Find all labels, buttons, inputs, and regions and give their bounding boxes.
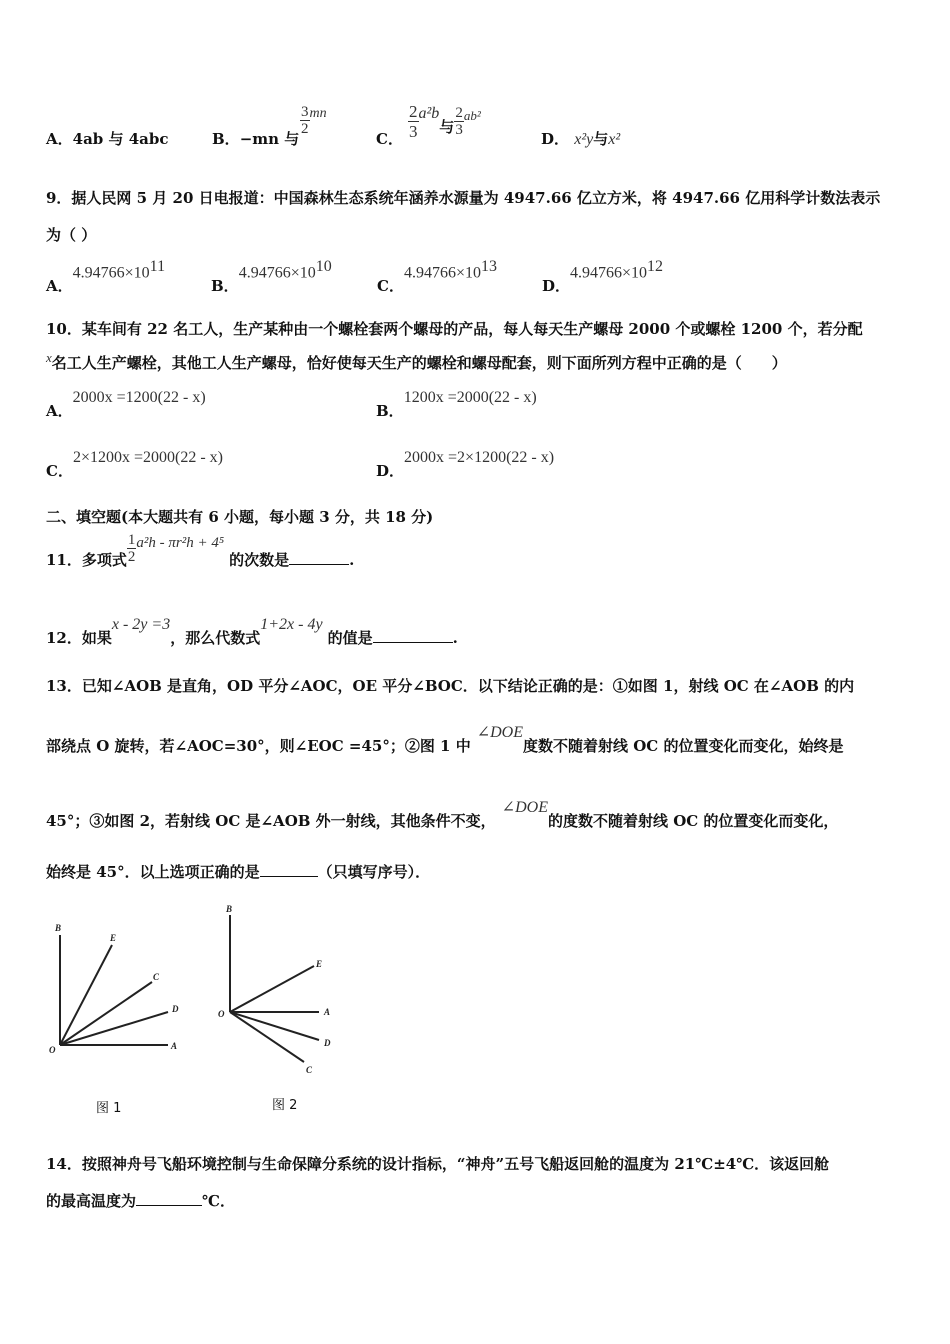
text: 的最高温度为 [46, 1192, 137, 1210]
option-label: A． [46, 277, 73, 296]
q8-option-b-fraction [300, 104, 327, 137]
question-suffix: 的次数是 [229, 551, 290, 569]
option-text: −mn 与 [239, 130, 300, 148]
option-label: C． [46, 462, 73, 480]
option-equation: 2000x =2×1200(22 - x) [404, 449, 555, 466]
option-label: D． [541, 130, 570, 148]
figure-1-caption: 图 1 [96, 1101, 122, 1116]
fraction [408, 102, 419, 141]
option-exponent: 13 [480, 258, 497, 275]
fig1-label-a: A [171, 1041, 178, 1051]
answer-blank[interactable] [373, 628, 453, 643]
option-label: D． [542, 277, 571, 296]
q9-stem-line1: 9．据人民网 5 月 20 日电报道：中国森林生态系统年涵养水源量为 4947.66 亿立方米，将 4947.66 亿用科学计数法表示 [46, 189, 881, 207]
answer-blank[interactable] [289, 550, 349, 565]
denominator: 3 [455, 122, 463, 138]
q10-option-d [376, 446, 555, 480]
fig2-label-d: D [324, 1038, 331, 1048]
q10-stem-line2 [46, 350, 787, 373]
figure-2-caption: 图 2 [272, 1098, 298, 1113]
q12 [46, 614, 458, 648]
option-equation: 2000x =1200(22 - x) [72, 389, 206, 406]
connector: 与 [439, 118, 455, 136]
q11 [46, 532, 354, 570]
numerator: 2 [409, 102, 418, 121]
q10-option-a [46, 386, 206, 420]
fig1-label-b: B [55, 923, 62, 933]
denominator: 2 [301, 121, 309, 137]
section-title: 二、填空题(本大题共有 6 小题，每小题 3 分，共 18 分) [46, 508, 434, 526]
question-prefix: 12．如果 [46, 629, 112, 647]
fig2-label-b: B [226, 904, 233, 914]
q10-option-c [46, 446, 223, 480]
option-label: A． [46, 130, 73, 148]
fig2-label-o: O [218, 1009, 225, 1019]
question-mid: ，那么代数式 [170, 629, 261, 647]
q13-line2 [46, 722, 843, 756]
fig2-label-e: E [316, 959, 323, 969]
condition-expr: x - 2y =3 [111, 616, 171, 633]
period: . [349, 551, 355, 569]
stem-text: 名工人生产螺栓，其他工人生产螺母，恰好使每天生产的螺栓和螺母配套，则下面所列方程中正确的是（ ） [51, 354, 787, 372]
expr: a²b [418, 105, 440, 122]
text: （只填写序号）． [317, 863, 431, 881]
option-label: B． [376, 402, 404, 420]
q8-option-c-label: C． [376, 130, 403, 148]
numerator: 2 [455, 105, 463, 121]
fraction [300, 104, 310, 137]
expr: x²y [574, 131, 594, 148]
denominator: 3 [409, 122, 418, 141]
question-suffix: 的值是 [327, 629, 373, 647]
expr: mn [309, 106, 327, 121]
figure-2 [230, 915, 319, 1062]
fraction [454, 105, 464, 138]
option-base: 4.94766×10 [570, 264, 648, 282]
denominator: 2 [127, 549, 136, 565]
algebra-expr: 1+2x - 4y [260, 616, 323, 633]
fig2-label-a: A [324, 1007, 331, 1017]
expr: x² [608, 131, 621, 148]
option-equation: 1200x =2000(22 - x) [403, 389, 537, 406]
polynomial-expr: a²h - πr²h + 4⁵ [136, 535, 225, 551]
figure-1 [60, 935, 168, 1045]
text: 部绕点 O 旋转，若∠AOC=30°，则∠EOC =45°；②图 1 中 [46, 737, 471, 755]
fig1-label-d: D [172, 1004, 179, 1014]
angle-expr: ∠DOE [476, 724, 524, 741]
fig1-label-o: O [49, 1045, 56, 1055]
expr: ab² [463, 108, 481, 123]
q10-option-b [376, 386, 537, 420]
numerator: 3 [301, 104, 309, 120]
text: 45°；③如图 2，若射线 OC 是∠AOB 外一射线，其他条件不变， [46, 812, 496, 830]
option-equation: 2×1200x =2000(22 - x) [72, 449, 223, 466]
q13-line3 [46, 797, 838, 831]
fig1-label-c: C [153, 972, 160, 982]
q9-option-d [542, 258, 664, 296]
option-text: 4ab 与 4abc [72, 130, 169, 148]
connector: 与 [593, 130, 609, 148]
q8-option-b [212, 128, 299, 149]
option-exponent: 10 [315, 258, 332, 275]
q9-option-b [211, 258, 332, 296]
answer-blank[interactable] [260, 862, 318, 877]
fig1-label-e: E [110, 933, 117, 943]
fraction [127, 532, 137, 565]
option-exponent: 12 [647, 258, 664, 275]
q10-stem-line1: 10．某车间有 22 名工人，生产某种由一个螺栓套两个螺母的产品，每人每天生产螺母 2000 个或螺栓 1200 个，若分配 [46, 320, 863, 338]
q8-option-d [541, 128, 620, 149]
option-label: C． [377, 277, 404, 296]
q9-option-a [46, 258, 166, 296]
angle-expr: ∠DOE [501, 799, 548, 816]
q13-line1: 13．已知∠AOB 是直角，OD 平分∠AOC，OE 平分∠BOC．以下结论正确的是：①如图 1，射线 OC 在∠AOB 的内 [46, 677, 855, 695]
option-exponent: 11 [149, 258, 166, 275]
text: ℃． [202, 1192, 235, 1210]
geometry-figures [0, 890, 360, 1090]
q9-stem-line2: 为（ ） [46, 226, 97, 244]
option-base: 4.94766×10 [403, 264, 481, 282]
q14-line2 [46, 1190, 235, 1211]
option-label: B． [212, 130, 240, 148]
q14-line1: 14．按照神舟号飞船环境控制与生命保障分系统的设计指标，“神舟”五号飞船返回舱的温度为 21℃±4℃．该返回舱 [46, 1155, 830, 1173]
period: . [452, 629, 458, 647]
fig2-label-c: C [306, 1065, 313, 1075]
option-base: 4.94766×10 [72, 264, 150, 282]
option-label: B． [211, 277, 239, 296]
numerator: 1 [127, 532, 136, 548]
option-label: D． [376, 462, 405, 480]
variable: x [46, 350, 52, 365]
q8-option-a [46, 128, 169, 149]
q9-option-c [377, 258, 497, 296]
q9-options [46, 258, 746, 296]
q8-option-c [408, 102, 481, 141]
text: 始终是 45°．以上选项正确的是 [46, 863, 260, 881]
option-label: A． [46, 402, 73, 420]
option-base: 4.94766×10 [238, 264, 316, 282]
text: 度数不随着射线 OC 的位置变化而变化，始终是 [523, 737, 844, 755]
answer-blank[interactable] [136, 1191, 202, 1206]
q13-line4 [46, 861, 430, 882]
text: 的度数不随着射线 OC 的位置变化而变化， [547, 812, 839, 830]
question-prefix: 11．多项式 [46, 551, 127, 569]
